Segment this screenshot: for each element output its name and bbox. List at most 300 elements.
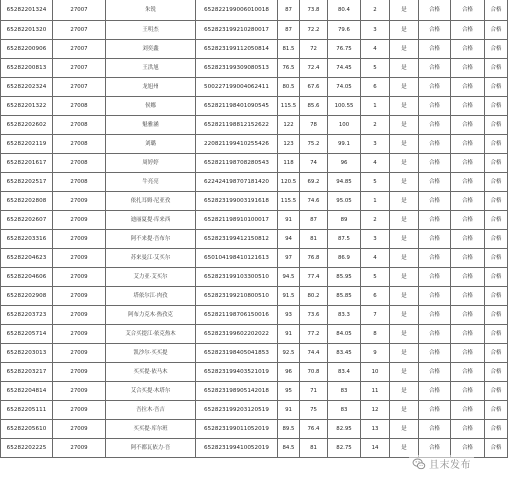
physical-exam-cell: 合格 [419,116,451,135]
position-code-cell: 27009 [53,363,106,382]
interview-score-cell: 71 [300,382,328,401]
rank-cell: 3 [361,230,390,249]
written-score-cell: 92.5 [278,344,300,363]
physical-exam-cell: 合格 [419,268,451,287]
written-score-cell: 94 [278,230,300,249]
enter-inspection-cell: 是 [390,344,419,363]
rank-cell: 12 [361,401,390,420]
political-review-cell: 合格 [451,344,485,363]
name-cell: 塔依尔江·肉孜 [106,287,196,306]
table-row [1,173,508,192]
id-number-cell: 652823199203120519 [196,401,278,420]
table-row [1,306,508,325]
physical-exam-cell: 合格 [419,382,451,401]
rank-cell: 14 [361,439,390,458]
rank-cell: 4 [361,40,390,59]
rank-cell: 5 [361,59,390,78]
id-number-cell: 500227199004062411 [196,78,278,97]
exam-number-cell: 65282201322 [1,97,53,116]
rank-cell: 4 [361,249,390,268]
exam-number-cell: 65282203217 [1,363,53,382]
table-row [1,0,508,21]
written-score-cell: 96 [278,363,300,382]
name-cell: 刘奕鑫 [106,40,196,59]
total-score-cell: 89 [328,211,361,230]
total-score-cell: 100 [328,116,361,135]
result-cell: 合格 [485,173,508,192]
table-row [1,420,508,439]
result-cell: 合格 [485,116,508,135]
name-cell: 魁雅涵 [106,116,196,135]
name-cell: 牛亮亮 [106,173,196,192]
result-cell: 合格 [485,135,508,154]
position-code-cell: 27009 [53,325,106,344]
interview-score-cell: 80.2 [300,287,328,306]
physical-exam-cell: 合格 [419,211,451,230]
position-code-cell: 27009 [53,249,106,268]
total-score-cell: 82.95 [328,420,361,439]
physical-exam-cell: 合格 [419,173,451,192]
political-review-cell: 合格 [451,173,485,192]
rank-cell: 13 [361,420,390,439]
written-score-cell: 93 [278,306,300,325]
result-cell: 合格 [485,268,508,287]
name-cell: 依扎耳姆·尼亚孜 [106,192,196,211]
interview-score-cell: 69.2 [300,173,328,192]
written-score-cell: 84.5 [278,439,300,458]
position-code-cell: 27009 [53,230,106,249]
id-number-cell: 652823199103300510 [196,268,278,287]
position-code-cell: 27009 [53,344,106,363]
political-review-cell: 合格 [451,287,485,306]
rank-cell: 2 [361,211,390,230]
exam-number-cell: 65282200906 [1,40,53,59]
table-row [1,192,508,211]
enter-inspection-cell: 是 [390,287,419,306]
position-code-cell: 27009 [53,268,106,287]
interview-score-cell: 74.6 [300,192,328,211]
total-score-cell: 80.4 [328,0,361,21]
political-review-cell: 合格 [451,249,485,268]
total-score-cell: 99.1 [328,135,361,154]
id-number-cell: 652823198405041853 [196,344,278,363]
written-score-cell: 91 [278,211,300,230]
result-cell: 合格 [485,192,508,211]
table-row [1,230,508,249]
enter-inspection-cell: 是 [390,116,419,135]
exam-number-cell: 65282204814 [1,382,53,401]
written-score-cell: 122 [278,116,300,135]
total-score-cell: 74.45 [328,59,361,78]
physical-exam-cell: 合格 [419,230,451,249]
physical-exam-cell: 合格 [419,78,451,97]
enter-inspection-cell: 是 [390,0,419,21]
enter-inspection-cell: 是 [390,439,419,458]
exam-number-cell: 65282202225 [1,439,53,458]
political-review-cell: 合格 [451,420,485,439]
rank-cell: 1 [361,97,390,116]
exam-number-cell: 65282202119 [1,135,53,154]
political-review-cell: 合格 [451,439,485,458]
political-review-cell: 合格 [451,116,485,135]
id-number-cell: 652821198401090545 [196,97,278,116]
exam-number-cell: 65282202908 [1,287,53,306]
result-cell: 合格 [485,439,508,458]
rank-cell: 11 [361,382,390,401]
table-row [1,135,508,154]
total-score-cell: 79.6 [328,21,361,40]
position-code-cell: 27009 [53,420,106,439]
wechat-icon [412,457,426,471]
total-score-cell: 83 [328,401,361,420]
total-score-cell: 83 [328,382,361,401]
result-cell: 合格 [485,420,508,439]
id-number-cell: 652823199210280017 [196,21,278,40]
id-number-cell: 220821199410255426 [196,135,278,154]
result-cell: 合格 [485,344,508,363]
name-cell: 侯娜 [106,97,196,116]
written-score-cell: 115.5 [278,97,300,116]
position-code-cell: 27008 [53,116,106,135]
physical-exam-cell: 合格 [419,249,451,268]
name-cell: 买买提·依马木 [106,363,196,382]
physical-exam-cell: 合格 [419,420,451,439]
political-review-cell: 合格 [451,154,485,173]
table-row [1,116,508,135]
rank-cell: 5 [361,268,390,287]
interview-score-cell: 76.8 [300,249,328,268]
total-score-cell: 86.9 [328,249,361,268]
written-score-cell: 87 [278,21,300,40]
enter-inspection-cell: 是 [390,401,419,420]
total-score-cell: 83.45 [328,344,361,363]
name-cell: 龙旭州 [106,78,196,97]
position-code-cell: 27008 [53,173,106,192]
interview-score-cell: 81 [300,439,328,458]
written-score-cell: 118 [278,154,300,173]
enter-inspection-cell: 是 [390,382,419,401]
position-code-cell: 27009 [53,287,106,306]
rank-cell: 4 [361,154,390,173]
enter-inspection-cell: 是 [390,78,419,97]
name-cell: 阿不来提·吾布尔 [106,230,196,249]
position-code-cell: 27009 [53,192,106,211]
table-row [1,344,508,363]
physical-exam-cell: 合格 [419,59,451,78]
written-score-cell: 120.5 [278,173,300,192]
enter-inspection-cell: 是 [390,40,419,59]
exam-number-cell: 65282205111 [1,401,53,420]
name-cell: 刘璐 [106,135,196,154]
written-score-cell: 91 [278,401,300,420]
exam-number-cell: 65282202602 [1,116,53,135]
total-score-cell: 87.5 [328,230,361,249]
physical-exam-cell: 合格 [419,344,451,363]
enter-inspection-cell: 是 [390,135,419,154]
name-cell: 朱锐 [106,0,196,21]
rank-cell: 2 [361,116,390,135]
exam-number-cell: 65282202808 [1,192,53,211]
table-row [1,401,508,420]
result-cell: 合格 [485,401,508,420]
enter-inspection-cell: 是 [390,154,419,173]
result-cell: 合格 [485,306,508,325]
physical-exam-cell: 合格 [419,97,451,116]
written-score-cell: 95 [278,382,300,401]
result-cell: 合格 [485,382,508,401]
name-cell: 迪丽夏提·库来西 [106,211,196,230]
result-cell: 合格 [485,230,508,249]
exam-number-cell: 65282204623 [1,249,53,268]
position-code-cell: 27009 [53,306,106,325]
exam-number-cell: 65282203316 [1,230,53,249]
position-code-cell: 27008 [53,135,106,154]
rank-cell: 9 [361,344,390,363]
result-cell: 合格 [485,325,508,344]
exam-number-cell: 65282205610 [1,420,53,439]
total-score-cell: 74.05 [328,78,361,97]
political-review-cell: 合格 [451,97,485,116]
position-code-cell: 27007 [53,59,106,78]
physical-exam-cell: 合格 [419,439,451,458]
id-number-cell: 652823199309080513 [196,59,278,78]
result-cell: 合格 [485,59,508,78]
physical-exam-cell: 合格 [419,306,451,325]
id-number-cell: 652823199011052019 [196,420,278,439]
id-number-cell: 652822199006010018 [196,0,278,21]
enter-inspection-cell: 是 [390,97,419,116]
name-cell: 王洪旭 [106,59,196,78]
exam-number-cell: 65282202607 [1,211,53,230]
table-row [1,363,508,382]
interview-score-cell: 73.6 [300,306,328,325]
enter-inspection-cell: 是 [390,230,419,249]
enter-inspection-cell: 是 [390,268,419,287]
rank-cell: 8 [361,325,390,344]
total-score-cell: 83.4 [328,363,361,382]
political-review-cell: 合格 [451,325,485,344]
position-code-cell: 27007 [53,40,106,59]
interview-score-cell: 77.2 [300,325,328,344]
written-score-cell: 123 [278,135,300,154]
exam-number-cell: 65282201320 [1,21,53,40]
table-row [1,325,508,344]
political-review-cell: 合格 [451,21,485,40]
enter-inspection-cell: 是 [390,211,419,230]
physical-exam-cell: 合格 [419,40,451,59]
rank-cell: 1 [361,192,390,211]
name-cell: 买买提·库尔班 [106,420,196,439]
total-score-cell: 82.75 [328,439,361,458]
name-cell: 吾拉木·吾吉 [106,401,196,420]
interview-score-cell: 74.4 [300,344,328,363]
name-cell: 艾合买提·木塔尔 [106,382,196,401]
id-number-cell: 652823199210800510 [196,287,278,306]
political-review-cell: 合格 [451,401,485,420]
interview-score-cell: 70.8 [300,363,328,382]
result-cell: 合格 [485,287,508,306]
physical-exam-cell: 合格 [419,287,451,306]
total-score-cell: 85.85 [328,287,361,306]
result-cell: 合格 [485,154,508,173]
interview-score-cell: 72 [300,40,328,59]
physical-exam-cell: 合格 [419,0,451,21]
id-number-cell: 652823199412150812 [196,230,278,249]
political-review-cell: 合格 [451,382,485,401]
total-score-cell: 76.75 [328,40,361,59]
id-number-cell: 652823198905142018 [196,382,278,401]
name-cell: 阿布力克木·热孜克 [106,306,196,325]
interview-score-cell: 72.4 [300,59,328,78]
result-cell: 合格 [485,78,508,97]
name-cell: 王明杰 [106,21,196,40]
total-score-cell: 96 [328,154,361,173]
physical-exam-cell: 合格 [419,135,451,154]
interview-score-cell: 78 [300,116,328,135]
total-score-cell: 85.95 [328,268,361,287]
written-score-cell: 91 [278,325,300,344]
result-cell: 合格 [485,97,508,116]
political-review-cell: 合格 [451,78,485,97]
physical-exam-cell: 合格 [419,154,451,173]
written-score-cell: 94.5 [278,268,300,287]
physical-exam-cell: 合格 [419,401,451,420]
name-cell: 苏来曼江·艾买尔 [106,249,196,268]
id-number-cell: 622424198707181420 [196,173,278,192]
result-cell: 合格 [485,40,508,59]
result-cell: 合格 [485,249,508,268]
physical-exam-cell: 合格 [419,21,451,40]
exam-number-cell: 65282200813 [1,59,53,78]
id-number-cell: 652821198706150016 [196,306,278,325]
exam-number-cell: 65282203723 [1,306,53,325]
exam-number-cell: 65282203013 [1,344,53,363]
name-cell: 艾合买提江·依克热木 [106,325,196,344]
id-number-cell: 652823199410052019 [196,439,278,458]
rank-cell: 6 [361,287,390,306]
physical-exam-cell: 合格 [419,325,451,344]
result-cell: 合格 [485,21,508,40]
interview-score-cell: 73.8 [300,0,328,21]
physical-exam-cell: 合格 [419,363,451,382]
written-score-cell: 91.5 [278,287,300,306]
exam-number-cell: 65282202517 [1,173,53,192]
table-row [1,78,508,97]
rank-cell: 3 [361,135,390,154]
interview-score-cell: 87 [300,211,328,230]
table-row [1,287,508,306]
enter-inspection-cell: 是 [390,21,419,40]
interview-score-cell: 75.2 [300,135,328,154]
id-number-cell: 652823199003191618 [196,192,278,211]
table-row [1,97,508,116]
rank-cell: 3 [361,21,390,40]
total-score-cell: 95.05 [328,192,361,211]
id-number-cell: 650104198410121613 [196,249,278,268]
position-code-cell: 27007 [53,78,106,97]
interview-score-cell: 72.2 [300,21,328,40]
political-review-cell: 合格 [451,0,485,21]
political-review-cell: 合格 [451,40,485,59]
political-review-cell: 合格 [451,268,485,287]
rank-cell: 2 [361,0,390,21]
result-cell: 合格 [485,363,508,382]
exam-number-cell: 65282205714 [1,325,53,344]
interview-score-cell: 85.6 [300,97,328,116]
enter-inspection-cell: 是 [390,192,419,211]
exam-number-cell: 65282201617 [1,154,53,173]
position-code-cell: 27007 [53,21,106,40]
interview-score-cell: 81 [300,230,328,249]
table-row [1,382,508,401]
table-row [1,40,508,59]
position-code-cell: 27007 [53,0,106,21]
written-score-cell: 76.5 [278,59,300,78]
enter-inspection-cell: 是 [390,173,419,192]
interview-score-cell: 75 [300,401,328,420]
id-number-cell: 652823199112050814 [196,40,278,59]
written-score-cell: 87 [278,0,300,21]
written-score-cell: 80.5 [278,78,300,97]
total-score-cell: 94.85 [328,173,361,192]
position-code-cell: 27009 [53,439,106,458]
enter-inspection-cell: 是 [390,325,419,344]
rank-cell: 7 [361,306,390,325]
written-score-cell: 81.5 [278,40,300,59]
exam-number-cell: 65282201324 [1,0,53,21]
political-review-cell: 合格 [451,135,485,154]
enter-inspection-cell: 是 [390,306,419,325]
rank-cell: 6 [361,78,390,97]
name-cell: 艾力亚·艾买尔 [106,268,196,287]
political-review-cell: 合格 [451,211,485,230]
written-score-cell: 115.5 [278,192,300,211]
watermark [409,455,474,472]
position-code-cell: 27008 [53,97,106,116]
total-score-cell: 83.3 [328,306,361,325]
total-score-cell: 84.05 [328,325,361,344]
table-row [1,268,508,287]
position-code-cell: 27009 [53,382,106,401]
id-number-cell: 652821198910100017 [196,211,278,230]
enter-inspection-cell: 是 [390,59,419,78]
table-row [1,249,508,268]
result-cell: 合格 [485,211,508,230]
political-review-cell: 合格 [451,192,485,211]
political-review-cell: 合格 [451,306,485,325]
political-review-cell: 合格 [451,363,485,382]
interview-score-cell: 74 [300,154,328,173]
total-score-cell: 100.55 [328,97,361,116]
enter-inspection-cell: 是 [390,363,419,382]
exam-number-cell: 65282202324 [1,78,53,97]
position-code-cell: 27008 [53,154,106,173]
rank-cell: 5 [361,173,390,192]
physical-exam-cell: 合格 [419,192,451,211]
table-row [1,21,508,40]
id-number-cell: 652823199403521019 [196,363,278,382]
watermark-text: 且末发布 [429,460,471,471]
interview-score-cell: 76.4 [300,420,328,439]
position-code-cell: 27009 [53,211,106,230]
exam-number-cell: 65282204606 [1,268,53,287]
id-number-cell: 652821198812152622 [196,116,278,135]
name-cell: 周婷婷 [106,154,196,173]
political-review-cell: 合格 [451,230,485,249]
written-score-cell: 89.5 [278,420,300,439]
interview-score-cell: 77.4 [300,268,328,287]
rank-cell: 10 [361,363,390,382]
